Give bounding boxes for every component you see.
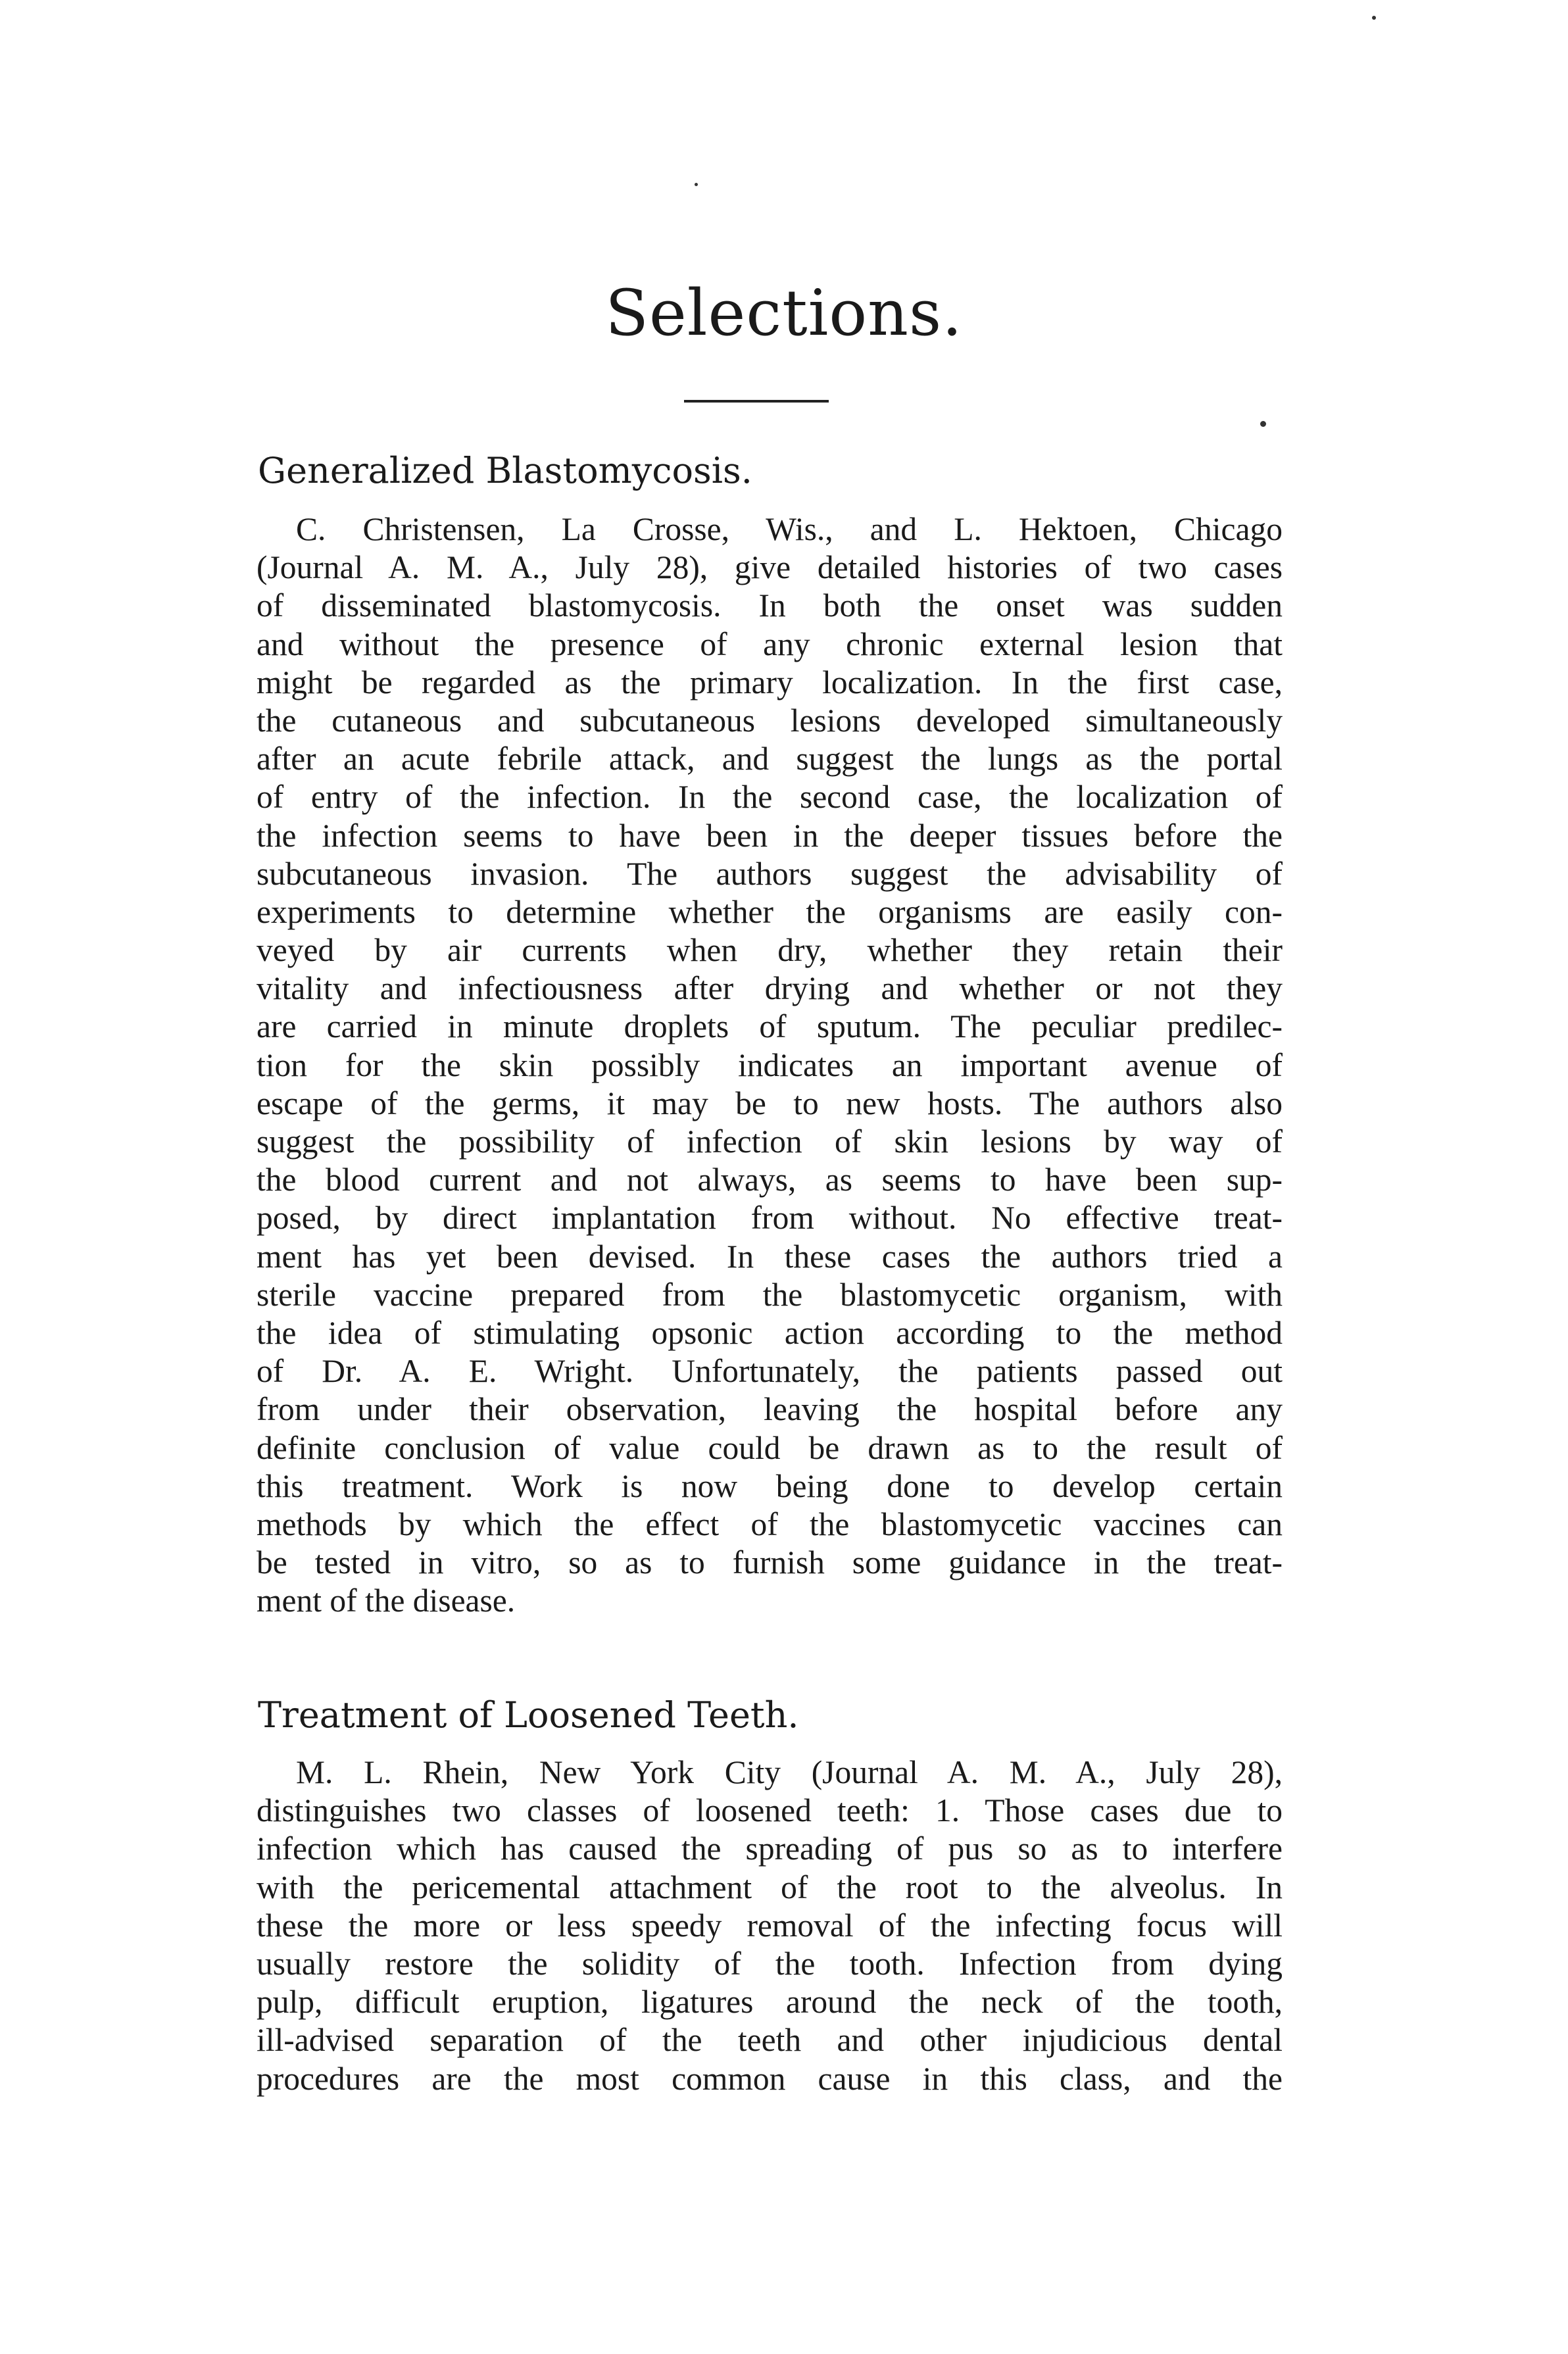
text-line: procedures are the most common cause in this class, and the (257, 2060, 1283, 2097)
section-body-loosened-teeth (257, 1753, 1283, 2098)
text-line: of disseminated blastomycosis. In both the onset was sudden (257, 587, 1283, 624)
text-line: (Journal A. M. A., July 28), give detailed histories of two cases (257, 549, 1283, 586)
text-line: subcutaneous invasion. The authors suggest the advisability of (257, 855, 1283, 892)
text-line: ment has yet been devised. In these cases the authors tried a (257, 1238, 1283, 1275)
text-line: C. Christensen, La Crosse, Wis., and L. Hektoen, Chicago (296, 511, 1283, 547)
scan-speck (695, 183, 698, 186)
text-line: after an acute febrile attack, and suggest the lungs as the portal (257, 741, 1283, 777)
title-rule (684, 400, 829, 403)
text-line: usually restore the solidity of the tooth. Infection from dying (257, 1945, 1283, 1982)
text-line: suggest the possibility of infection of skin lesions by way of (257, 1123, 1283, 1160)
text-line: pulp, difficult eruption, ligatures around the neck of the tooth, (257, 1984, 1283, 2021)
section-body-blastomycosis (257, 510, 1283, 1620)
text-line: ment of the disease. (257, 1582, 516, 1619)
text-line: the idea of stimulating opsonic action according to the method (257, 1314, 1283, 1351)
text-line: infection which has caused the spreading of pus so as to interfere (257, 1830, 1283, 1867)
text-line: vitality and infectiousness after drying and whether or not they (257, 970, 1283, 1007)
section-heading-blastomycosis: Generalized Blastomycosis. (258, 450, 752, 491)
text-line: of entry of the infection. In the second case, the localization of (257, 779, 1283, 816)
text-line: this treatment. Work is now being done to develop certain (257, 1467, 1283, 1504)
text-line: definite conclusion of value could be drawn as to the result of (257, 1429, 1283, 1466)
text-line: methods by which the effect of the blastomycetic vaccines can (257, 1506, 1283, 1542)
scan-speck (1372, 16, 1376, 20)
text-line: the infection seems to have been in the deeper tissues before the (257, 817, 1283, 854)
text-line: ill-advised separation of the teeth and other injudicious dental (257, 2022, 1283, 2059)
text-line: M. L. Rhein, New York City (Journal A. M. A., July 28), (296, 1754, 1283, 1790)
text-line: from under their observation, leaving the hospital before any (257, 1391, 1283, 1428)
text-line: the blood current and not always, as seems to have been sup- (257, 1162, 1283, 1198)
text-line: escape of the germs, it may be to new hosts. The authors also (257, 1085, 1283, 1121)
text-line: sterile vaccine prepared from the blastomycetic organism, with (257, 1276, 1283, 1313)
text-line: the cutaneous and subcutaneous lesions developed simultaneously (257, 702, 1283, 739)
text-line: tion for the skin possibly indicates an important avenue of (257, 1046, 1283, 1083)
text-line: posed, by direct implantation from without. No effective treat- (257, 1200, 1283, 1237)
text-line: distinguishes two classes of loosened teeth: 1. Those cases due to (257, 1792, 1283, 1829)
text-line: and without the presence of any chronic external lesion that (257, 625, 1283, 662)
text-line: are carried in minute droplets of sputum. The peculiar predilec- (257, 1008, 1283, 1045)
page-title: Selections. (605, 276, 963, 350)
text-line: with the pericemental attachment of the root to the alveolus. In (257, 1869, 1283, 1905)
text-line: veyed by air currents when dry, whether they retain their (257, 932, 1283, 969)
text-line: these the more or less speedy removal of the infecting focus will (257, 1907, 1283, 1944)
section-heading-loosened-teeth: Treatment of Loosened Teeth. (258, 1694, 799, 1736)
text-line: be tested in vitro, so as to furnish some guidance in the treat- (257, 1544, 1283, 1581)
text-line: might be regarded as the primary localization. In the first case, (257, 664, 1283, 700)
text-line: of Dr. A. E. Wright. Unfortunately, the patients passed out (257, 1353, 1283, 1390)
text-line: experiments to determine whether the organisms are easily con- (257, 893, 1283, 930)
scan-speck (1260, 421, 1266, 427)
